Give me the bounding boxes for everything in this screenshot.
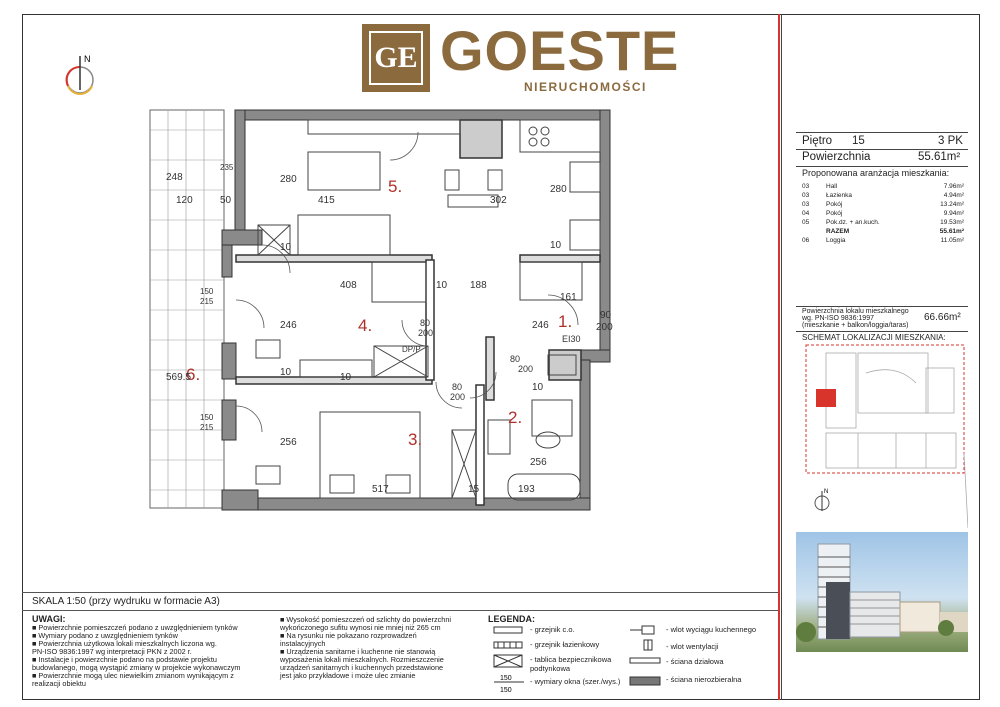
- room-number-6: 6.: [186, 365, 201, 384]
- dim-161: 161: [560, 292, 577, 303]
- legend-partition-wall: - ściana działowa: [666, 657, 724, 666]
- notes-divider: [22, 610, 778, 611]
- row-area: 13.24m²: [940, 201, 964, 208]
- row-code: 05: [802, 219, 810, 226]
- note-line: jest jako przykładowe i może ulec zmianie: [280, 671, 416, 680]
- dim-246-a: 246: [280, 320, 297, 331]
- door-dpp-label: DP/P: [402, 345, 421, 354]
- panel-divider: [796, 166, 968, 167]
- note-line: wykończonego sufitu wynosi nie mniej niż 265 cm: [280, 623, 441, 632]
- legend-window-dims: - wymiary okna (szer./wys.): [530, 677, 621, 686]
- location-schema-title: SCHEMAT LOKALIZACJI MIESZKANIA:: [802, 333, 946, 342]
- legend-kitchen-exhaust: - wlot wyciągu kuchennego: [666, 625, 757, 634]
- floor-value: 15: [852, 135, 865, 147]
- logo-monogram-box: [362, 24, 430, 92]
- total-area-label-3: (mieszkanie + balkon/loggia/taras): [802, 322, 909, 329]
- legend-window-height: 150: [500, 687, 512, 694]
- row-code: 03: [802, 183, 810, 190]
- note-line: urządzeń sanitarnych i kuchennych przedstawione: [280, 663, 444, 672]
- dim-256-b: 256: [530, 457, 547, 468]
- row-area: 4.94m²: [943, 192, 964, 199]
- panel-divider: [796, 132, 968, 133]
- building-visualization-image: [796, 532, 968, 652]
- dim-569-5: 569.5: [166, 372, 192, 383]
- floor-plan: [140, 100, 620, 520]
- row-area: 19.53m²: [940, 219, 964, 226]
- dim-235: 235: [220, 163, 234, 172]
- row-area: 11.05m²: [940, 237, 964, 244]
- logo-monogram: GE: [369, 31, 423, 85]
- dim-80-b: 80: [452, 382, 463, 392]
- dim-248: 248: [166, 172, 183, 183]
- row-name: RAZEM: [826, 228, 850, 235]
- row-area: 55.61m²: [939, 228, 964, 235]
- dim-10-b: 10: [436, 280, 448, 291]
- arrangement-table: [802, 183, 968, 246]
- dim-150-b: 150: [200, 413, 214, 422]
- logo-subtitle: NIERUCHOMOŚCI: [524, 80, 647, 94]
- note-line: ■ Instalacje i powierzchnie podano na podstawie projektu: [32, 655, 217, 664]
- compass-north-label: N: [84, 54, 91, 64]
- notes-title: UWAGI:: [32, 614, 66, 624]
- dim-193: 193: [518, 484, 535, 495]
- room-number-3: 3.: [408, 430, 423, 449]
- room-number-5: 5.: [388, 177, 403, 196]
- row-name: Pokój: [826, 201, 843, 208]
- arrangement-row: [802, 183, 968, 192]
- dim-10-f: 10: [340, 372, 352, 383]
- row-code: 06: [802, 237, 810, 244]
- arrangement-row-total: [802, 228, 968, 237]
- arrangement-row: [802, 201, 968, 210]
- note-line: ■ Powierzchnie pomieszczeń podano z uwzględnieniem tynków: [32, 623, 238, 632]
- panel-divider: [796, 331, 968, 332]
- legend-bath-radiator: - grzejnik łazienkowy: [530, 640, 600, 649]
- legend-title: LEGENDA:: [488, 614, 535, 624]
- dim-ei30: EI30: [562, 334, 581, 344]
- room-number-2: 2.: [508, 408, 523, 427]
- legend-fuse-board: - tablica bezpiecznikowa: [530, 655, 612, 664]
- legend-structural-wall: - ściana nierozbieralna: [666, 675, 742, 684]
- note-line: ■ Wysokość pomieszczeń od szlichty do powierzchni: [280, 615, 452, 624]
- dim-246-b: 246: [532, 320, 549, 331]
- row-code: 04: [802, 210, 810, 217]
- legend-ventilation: - wlot wentylacji: [666, 642, 719, 651]
- sheet-red-divider: [778, 14, 780, 700]
- schema-north-label: N: [824, 489, 829, 495]
- total-area-label-2: wg. PN-ISO 9836:1997: [802, 315, 874, 322]
- total-area-label-1: Powierzchnia lokalu mieszkalnego: [802, 308, 909, 315]
- dim-200-d: 200: [518, 364, 534, 374]
- legend-fuse-board-2: podtynkowa: [530, 664, 571, 673]
- note-line: budowlanego, mogą wystąpić zmiany w projekcie wykonawczym: [32, 663, 241, 672]
- dim-280-b: 280: [550, 184, 567, 195]
- note-line: ■ Na rysunku nie pokazano rozprowadzeń: [280, 631, 417, 640]
- dim-215: 215: [200, 297, 214, 306]
- area-value: 55.61m²: [918, 151, 961, 163]
- note-line: wyposażenia lokali mieszkalnych. Rozmieszczenie: [280, 655, 444, 664]
- note-line: realizacji obiektu: [32, 679, 86, 688]
- row-name: Hall: [826, 183, 838, 190]
- row-name: Łazienka: [826, 192, 853, 199]
- row-code: 03: [802, 201, 810, 208]
- row-area: 9.94m²: [943, 210, 964, 217]
- row-area: 7.96m²: [943, 183, 964, 190]
- dim-408: 408: [340, 280, 357, 291]
- logo-name: GOESTE: [440, 19, 680, 82]
- arrangement-row: [802, 219, 968, 228]
- dim-80-c: 80: [510, 354, 521, 364]
- dim-10-e: 10: [280, 242, 292, 253]
- building-render: [796, 532, 968, 652]
- note-line: instalacyjnych: [280, 639, 326, 648]
- note-line: ■ Powierzchnie mogą ulec niewielkim zmianom wynikającym z: [32, 671, 234, 680]
- legend-window-width: 150: [500, 675, 512, 682]
- dim-200-c: 200: [450, 392, 466, 402]
- arrangement-row: [802, 192, 968, 201]
- note-line: PN-ISO 9836:1997 wg interpretacji PKN z 2002 r.: [32, 647, 192, 656]
- dim-280-a: 280: [280, 174, 297, 185]
- scale-note: SKALA 1:50 (przy wydruku w formacie A3): [32, 596, 220, 607]
- note-line: ■ Powierzchnia użytkowa lokali mieszkalnych liczona wg.: [32, 639, 217, 648]
- dim-120: 120: [176, 195, 193, 206]
- location-schema-map: [796, 343, 968, 528]
- dim-10-c: 10: [280, 367, 292, 378]
- dim-80-a: 80: [420, 318, 431, 328]
- row-name: Pokój: [826, 210, 843, 217]
- panel-divider: [796, 306, 968, 307]
- dim-200-b: 200: [418, 328, 434, 338]
- dim-10-d: 10: [532, 382, 544, 393]
- row-code: 03: [802, 192, 810, 199]
- arrangement-row: [802, 237, 968, 246]
- notes-column-2: [280, 616, 480, 680]
- note-line: ■ Wymiary podano z uwzględnieniem tynków: [32, 631, 178, 640]
- total-area-value: 66.66m²: [924, 312, 961, 323]
- exterior-walls: [222, 110, 610, 510]
- unit-label: 3 PK: [938, 135, 963, 147]
- scale-divider: [22, 592, 778, 593]
- row-name: Pok.dz. + an.kuch.: [826, 219, 880, 226]
- dim-50: 50: [220, 195, 232, 206]
- panel-divider: [796, 149, 968, 150]
- arrangement-title: Proponowana aranżacja mieszkania:: [802, 168, 950, 178]
- loggia-area: [150, 110, 224, 508]
- notes-column-1: [32, 624, 272, 688]
- dim-517: 517: [372, 484, 389, 495]
- dim-415: 415: [318, 195, 335, 206]
- dim-15: 15: [468, 484, 480, 495]
- compass-icon: [58, 50, 104, 100]
- arrangement-row: [802, 210, 968, 219]
- dim-200-a: 200: [596, 322, 613, 333]
- dim-10-a: 10: [550, 240, 562, 251]
- area-label: Powierzchnia: [802, 151, 871, 163]
- room-number-1: 1.: [558, 312, 573, 331]
- dim-256-a: 256: [280, 437, 297, 448]
- floor-label: Piętro: [802, 135, 833, 147]
- legend-radiator: - grzejnik c.o.: [530, 625, 575, 634]
- dim-90: 90: [600, 310, 612, 321]
- dim-215-b: 215: [200, 423, 214, 432]
- note-line: ■ Urządzenia sanitarne i kuchenne nie stanowią: [280, 647, 436, 656]
- dim-302: 302: [490, 195, 507, 206]
- room-number-4: 4.: [358, 316, 373, 335]
- dim-150: 150: [200, 287, 214, 296]
- dim-188: 188: [470, 280, 487, 291]
- row-name: Loggia: [826, 237, 846, 244]
